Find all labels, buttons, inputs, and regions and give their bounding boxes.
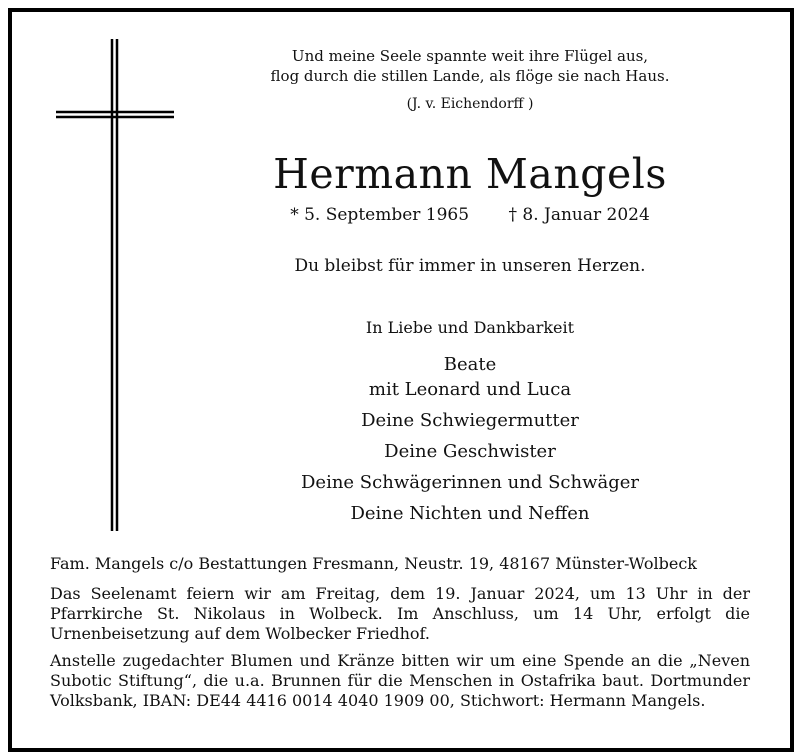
poem-line-1: Und meine Seele spannte weit ihre Flügel aus, [291,47,649,65]
poem-line-2: flog durch die stillen Lande, als flöge sie nach Haus. [270,67,670,85]
mourners-list [170,352,770,526]
mourner-line: Deine Nichten und Neffen [350,503,590,524]
cross-icon [56,39,174,531]
motto: Du bleibst für immer in unseren Herzen. [294,256,646,276]
service-info: Das Seelenamt feiern wir am Freitag, dem 19. Januar 2024, um 13 Uhr in der Pfarrkirche St. Nikolaus in Wolbeck. Im Anschluss, um 14 Uhr, erfolgt die Urnenbeisetzung auf dem Wolbecker Friedhof. [50,584,750,643]
poem-author: (J. v. Eichendorff ) [406,96,534,112]
mourner-line: Beate [443,354,497,375]
contact-address: Fam. Mangels c/o Bestattungen Fresmann, Neustr. 19, 48167 Münster-Wolbeck [50,554,697,573]
birth-date: * 5. September 1965 [290,205,470,225]
poem [170,46,770,114]
mourner-line: Deine Schwägerinnen und Schwäger [301,472,639,493]
donation-info: Anstelle zugedachter Blumen und Kränze bitten wir um eine Spende an die „Neven Subotic Stiftung“, die u.a. Brunnen für die Menschen in Ostafrika baut. Dortmunder Volksbank, IBAN: DE44 4416 0014 4040 1909 00, Stichwort: Hermann Mangels. [50,651,750,710]
deceased-name: Hermann Mangels [273,150,667,198]
life-dates [170,205,770,225]
thanks-line: In Liebe und Dankbarkeit [365,318,575,337]
death-date: † 8. Januar 2024 [508,205,650,225]
mourner-line: Deine Geschwister [384,441,556,462]
mourner-line: Deine Schwiegermutter [361,410,579,431]
mourner-line: mit Leonard und Luca [368,379,572,400]
